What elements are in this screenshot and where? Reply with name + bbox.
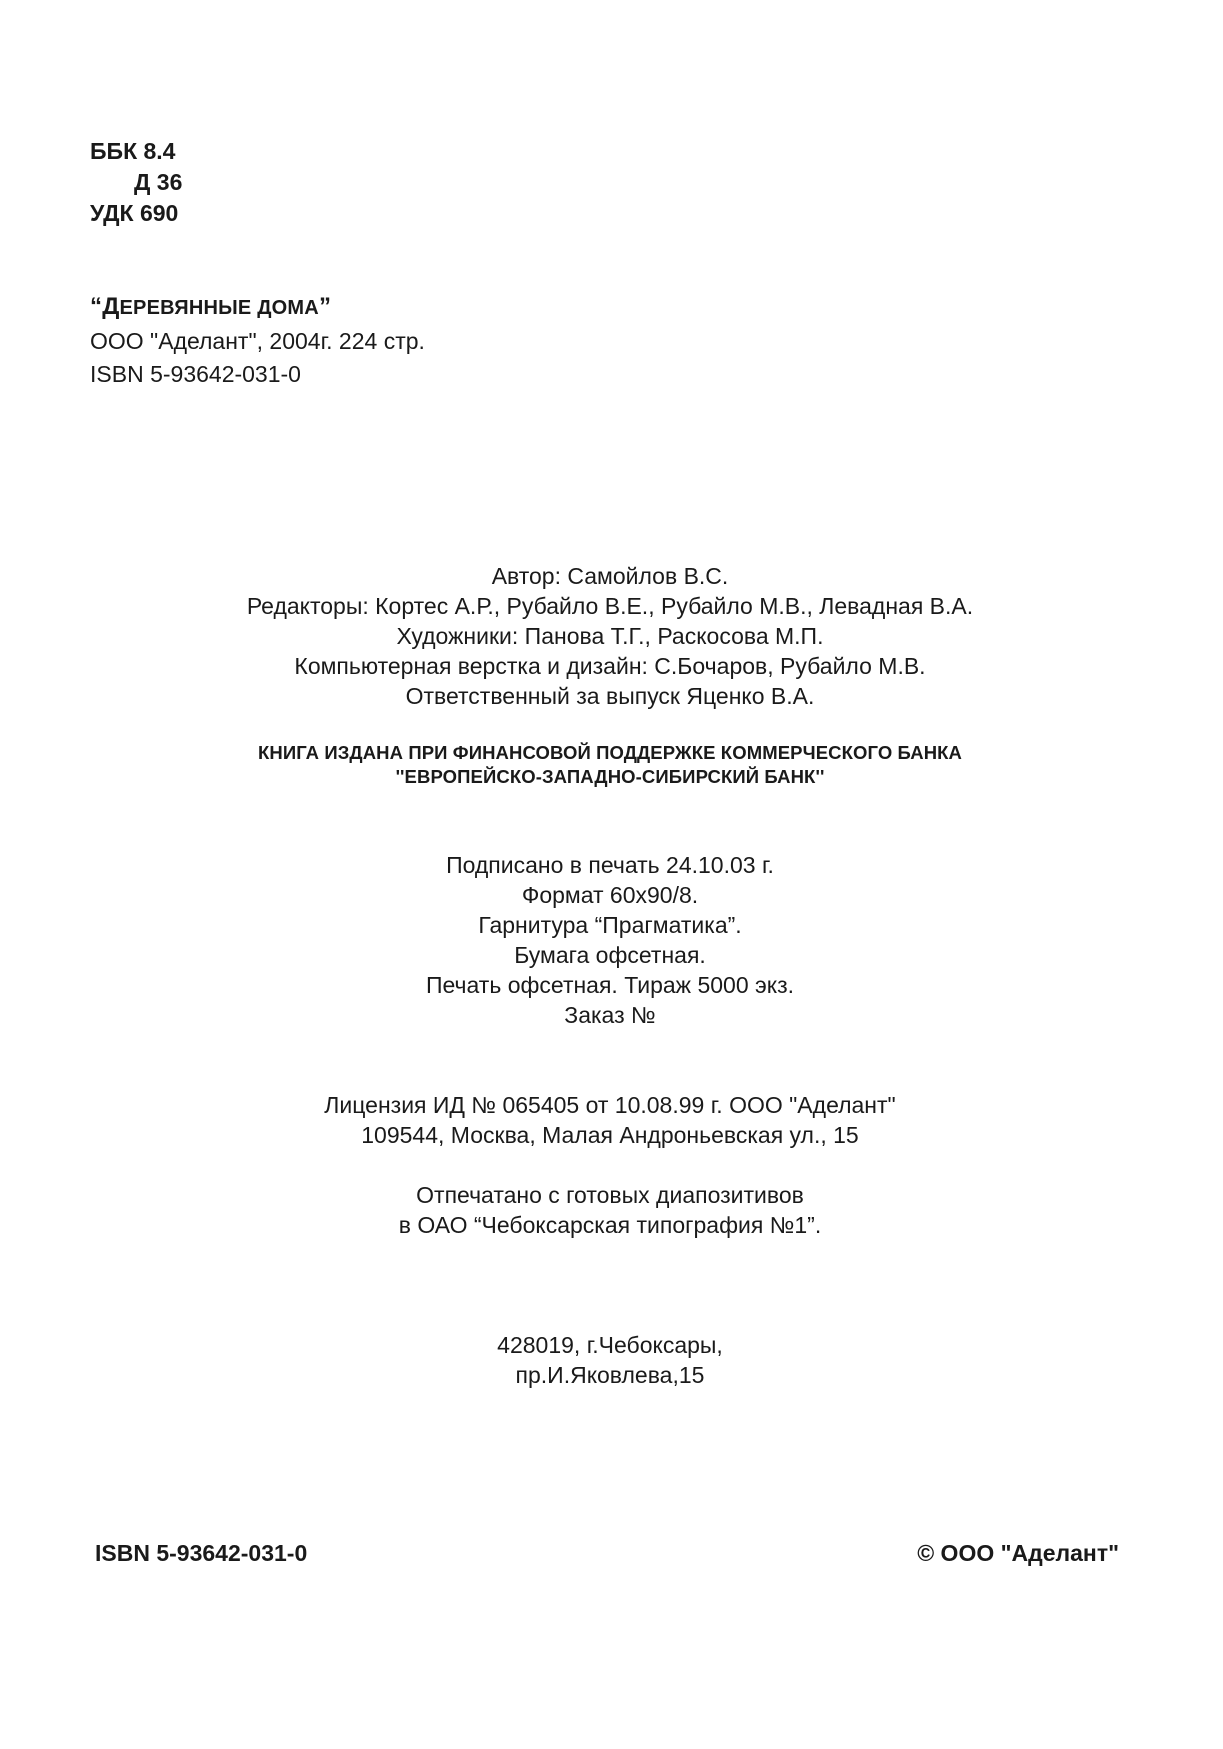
printed-by-line: Отпечатано с готовых диапозитивов [416, 1182, 804, 1208]
title-rest: ЕРЕВЯННЫЕ ДОМА [119, 297, 319, 319]
isbn-line: ISBN 5-93642-031-0 [90, 361, 301, 387]
title-quote-close: ” [318, 293, 332, 320]
printed-by-block [60, 1180, 1160, 1240]
printing-line: Подписано в печать 24.10.03 г. [446, 852, 774, 878]
credit-line: Автор: Самойлов В.С. [491, 563, 729, 589]
publisher-line: ООО "Аделант", 2004г. 224 стр. [90, 328, 425, 354]
credits-block [60, 561, 1160, 711]
printing-line: Печать офсетная. Тираж 5000 экз. [425, 972, 795, 998]
license-block [60, 1090, 1160, 1150]
title-first-letter: Д [102, 293, 120, 320]
printing-line: Заказ № [564, 1002, 656, 1028]
author-mark: Д 36 [134, 169, 183, 195]
printing-line: Гарнитура “Прагматика”. [478, 912, 742, 938]
printing-block [60, 850, 1160, 1030]
classification-block [90, 136, 182, 229]
support-line: КНИГА ИЗДАНА ПРИ ФИНАНСОВОЙ ПОДДЕРЖКЕ КОММЕРЧЕСКОГО БАНКА [257, 742, 963, 763]
footer-copyright: © ООО "Аделант" [917, 1540, 1119, 1566]
printing-line: Формат 60х90/8. [521, 882, 699, 908]
footer-isbn: ISBN 5-93642-031-0 [95, 1540, 308, 1566]
address-block [60, 1330, 1160, 1390]
book-title [90, 290, 425, 325]
printing-line: Бумага офсетная. [514, 942, 706, 968]
support-line: ''ЕВРОПЕЙСКО-ЗАПАДНО-СИБИРСКИЙ БАНК'' [395, 766, 825, 787]
credit-line: Редакторы: Кортес А.Р., Рубайло В.Е., Рубайло М.В., Левадная В.А. [246, 593, 974, 619]
printed-by-line: в ОАО “Чебоксарская типография №1”. [398, 1212, 822, 1238]
license-line: Лицензия ИД № 065405 от 10.08.99 г. ООО "Аделант" [324, 1092, 896, 1118]
credit-line: Компьютерная верстка и дизайн: С.Бочаров, Рубайло М.В. [294, 653, 926, 679]
address-line: 428019, г.Чебоксары, [497, 1332, 723, 1358]
address-line: пр.И.Яковлева,15 [515, 1362, 705, 1388]
credit-line: Ответственный за выпуск Яценко В.А. [405, 683, 815, 709]
license-line: 109544, Москва, Малая Андроньевская ул., 15 [361, 1122, 859, 1148]
credit-line: Художники: Панова Т.Г., Раскосова М.П. [396, 623, 824, 649]
udk-code: УДК 690 [90, 200, 179, 226]
title-quote-open: “ [90, 293, 103, 320]
bbk-code: ББК 8.4 [90, 138, 176, 164]
title-block [90, 290, 425, 391]
support-block [60, 741, 1160, 789]
